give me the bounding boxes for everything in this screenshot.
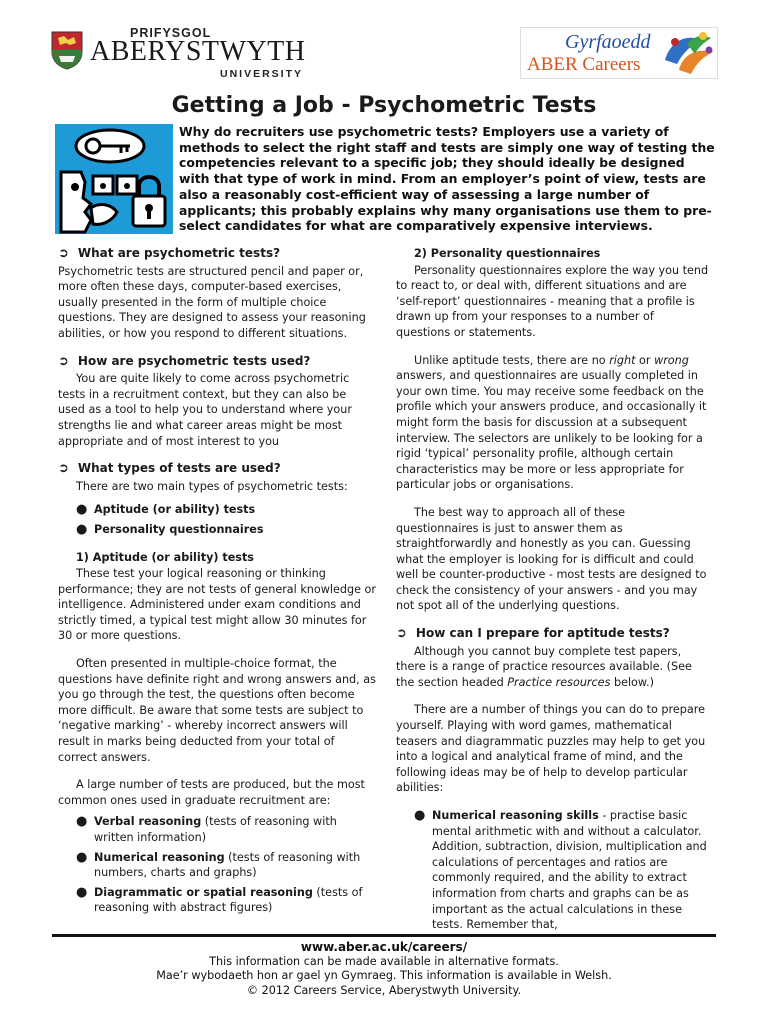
often-paragraph: Often presented in multiple-choice format, the questions have definite right and wrong answers and, as you go through the test, the questions often become more difficult. Be aware that some tests are subject to ‘negative marking’ - whereby incorrect answers will result in marks being deducted from your total of correct answers. (58, 657, 376, 764)
careers-logo (520, 27, 718, 79)
arrow-bullet-icon: ➲ (58, 353, 69, 369)
list-item: ● Numerical reasoning (tests of reasoning with numbers, charts and graphs) (76, 849, 361, 880)
footer-line-welsh: Mae’r wybodaeth hon ar gael yn Gymraeg. This information is available in Welsh. (156, 969, 612, 983)
section-heading-what (58, 246, 376, 262)
bullet-dot-icon: ● (76, 814, 88, 830)
page-title: Getting a Job - Psychometric Tests (171, 93, 597, 118)
section-heading-types (58, 461, 376, 477)
university-crest-icon (50, 30, 84, 70)
skills-list (396, 808, 710, 933)
aptitude-subheading: 1) Aptitude (or ability) tests (76, 550, 254, 564)
university-logo (50, 24, 306, 82)
footer-divider (52, 934, 716, 937)
section-heading-prepare (396, 626, 710, 642)
list-item: ● Diagrammatic or spatial reasoning (tests of reasoning with abstract figures) (76, 884, 363, 915)
key-padlock-face-icon (55, 124, 173, 234)
large-paragraph: A large number of tests are produced, but the most common ones used in graduate recruitment are: (58, 778, 365, 807)
bullet-dot-icon: ● (76, 521, 88, 537)
university-pre: PRIFYSGOL (130, 26, 212, 40)
footer-line-formats: This information can be made available in alternative formats. (209, 954, 559, 968)
what-paragraph: Psychometric tests are structured pencil and paper or, more often these days, computer-based exercises, usually presented in the form of multiple choice questions. They are designed to assess your reasoning abilities, or how you respond to different situations. (58, 264, 366, 340)
arrow-bullet-icon: ➲ (58, 246, 69, 261)
bullet-dot-icon: ● (414, 808, 426, 823)
arrow-bullet-icon: ➲ (396, 626, 407, 642)
arrow-bullet-icon: ➲ (58, 461, 69, 477)
personality-paragraph: Personality questionnaires explore the way you tend to react to, or deal with, different situations and are ‘self-report’ questionnaires - meaning that a profile is drawn up from your responses to a number of questions or statements. (396, 263, 709, 339)
section-heading-types-text: What types of tests are used? (77, 461, 281, 476)
section-heading-how-text: How are psychometric tests used? (77, 353, 311, 368)
personality-subheading: 2) Personality questionnaires (414, 247, 601, 260)
list-item: ● Numerical reasoning skills - practise basic mental arithmetic with and without a calculator. Addition, subtraction, division, multiplication and calculations of percentages and ratios are commonly required, and the ability to extract information from charts and graphs can be as important as the actual calculations in these tests. Remember that, (414, 808, 707, 932)
types-list (58, 502, 376, 537)
footer-url-link[interactable]: www.aber.ac.uk/careers/ (300, 940, 468, 954)
list-item: ● Personality questionnaires (76, 521, 264, 537)
section-heading-prepare-text: How can I prepare for aptitude tests? (415, 626, 670, 641)
things-paragraph: There are a number of things you can do to prepare yourself. Playing with word games, mathematical teasers and diagrammatic puzzles may help to get you into a logical and analytical frame of mind, and the following ideas may be of help to develop particular abilities: (396, 703, 706, 795)
aptitude-paragraph: These test your logical reasoning or thinking performance; they are not tests of general knowledge or intelligence. Administered under exam conditions and strictly timed, a typical test might allow 30 minutes for 30 or more questions. (58, 567, 376, 643)
types-paragraph: There are two main types of psychometric tests: (76, 479, 348, 493)
careers-logo-english: ABER Careers (527, 54, 641, 75)
section-heading-how (58, 354, 376, 370)
list-item: ● Aptitude (or ability) tests (76, 502, 256, 518)
university-name: ABERYSTWYTH (90, 36, 306, 67)
common-tests-list (58, 814, 376, 916)
left-column (58, 246, 376, 928)
best-paragraph: The best way to approach all of these questionnaires is just to answer them as straightforwardly and honestly as you can. Guessing what the employer is looking for is difficult and could well be counter-productive - most tests are designed to check the consistency of your answers - and you may not spot all of the underlying questions. (396, 505, 707, 613)
prepare-paragraph: Although you cannot buy complete test papers, there is a range of practice resources available. (See the section headed Practice resources below.) (396, 644, 692, 689)
careers-logo-welsh: Gyrfaoedd (565, 31, 651, 53)
bullet-dot-icon: ● (76, 849, 88, 865)
how-paragraph: You are quite likely to come across psychometric tests in a recruitment context, but they can also be used as a tool to help you to understand where your strengths lie and what career areas might be most appropriate and of most interest to you (58, 372, 352, 448)
bullet-dot-icon: ● (76, 502, 88, 518)
university-post: UNIVERSITY (220, 68, 304, 80)
list-item: ● Verbal reasoning (tests of reasoning with written information) (76, 814, 337, 844)
footer-line-copyright: © 2012 Careers Service, Aberystwyth University. (246, 983, 522, 997)
careers-people-icon (657, 30, 717, 78)
bullet-dot-icon: ● (76, 884, 88, 900)
section-heading-what-text: What are psychometric tests? (77, 246, 281, 260)
unlike-paragraph: Unlike aptitude tests, there are no right or wrong answers, and questionnaires are usually completed in your own time. You may receive some feedback on the profile which your answers produce, and occasionally it might form the basis for discussion at a subsequent interview. The selectors are unlikely to be looking for a rigid ‘typical’ personality profile, although certain characteristics may be more or less appropriate for particular jobs or organisations. (396, 353, 707, 492)
intro-paragraph: Why do recruiters use psychometric tests? Employers use a variety of methods to select the right staff and tests are simply one way of testing the competencies relevant to a specific job; they should ideally be designed with that type of work in mind. From an employer’s point of view, tests are also a reasonably cost-efficient way of assessing a large number of applicants; this probably explains why many organisations use them to pre-select candidates for what are comparatively expensive interviews. (179, 124, 715, 234)
right-column (396, 246, 710, 945)
footer (0, 940, 768, 998)
